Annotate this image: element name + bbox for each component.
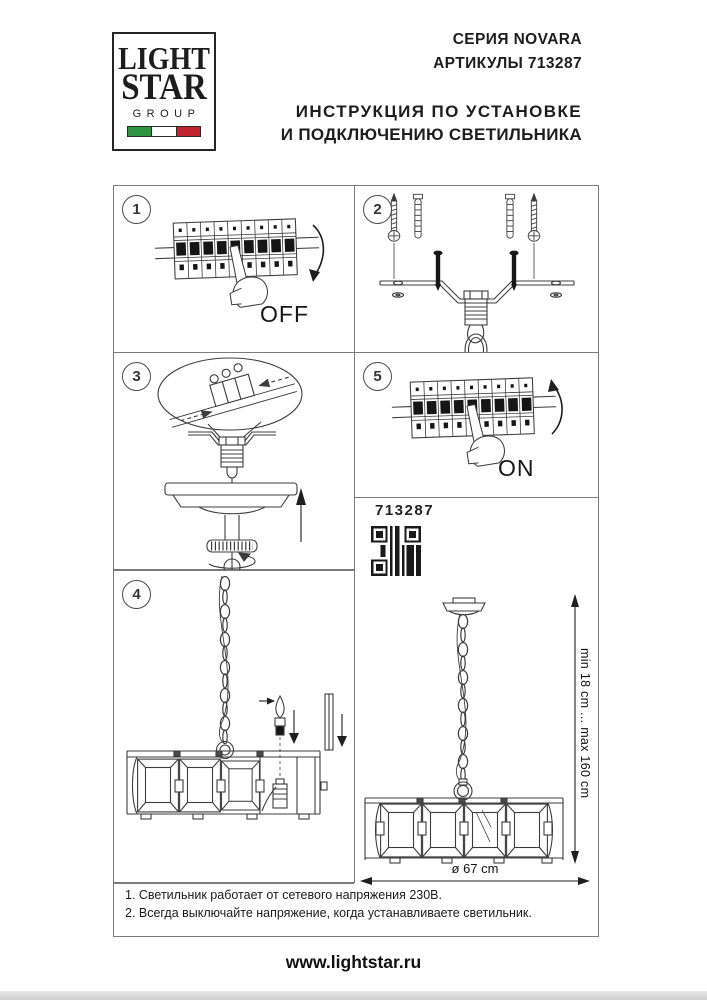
step-2-badge: 2 [363, 195, 392, 224]
drum-shade-icon [365, 798, 563, 863]
threaded-nipple-icon [464, 291, 488, 325]
on-label: ON [498, 455, 535, 481]
socket-icon [262, 779, 287, 811]
ceiling-canopy-icon [443, 598, 485, 615]
drum-shade-icon [127, 751, 327, 819]
step-2-panel [354, 185, 599, 352]
up-arrow-icon [296, 488, 306, 542]
glass-panel-icon [325, 694, 333, 750]
article-title: АРТИКУЛЫ 713287 [433, 55, 582, 72]
glass-panel-arrow-icon [337, 714, 347, 747]
canopy-installation-illustration [113, 352, 354, 570]
italy-flag [127, 126, 201, 137]
step-4-panel [113, 570, 354, 883]
header-titles [281, 31, 582, 145]
chandelier-overview-illustration [354, 580, 599, 890]
step-3-panel [113, 352, 354, 570]
chain-icon [217, 576, 234, 759]
step-3-badge: 3 [122, 362, 151, 391]
flag-green-segment [128, 127, 151, 136]
height-dimension-label: min 18 cm ... max 160 cm [578, 648, 592, 799]
series-title: СЕРИЯ NOVARA [452, 31, 582, 48]
down-arrow-icon [289, 710, 299, 744]
bulb-insert-arrow-icon [259, 698, 275, 705]
step-5-badge: 5 [363, 362, 392, 391]
qr-panel [354, 497, 599, 580]
candle-bulb-icon [275, 696, 285, 778]
notes-block [125, 886, 532, 922]
qr-article-number: 713287 [375, 502, 435, 519]
scan-edge-artifact [0, 991, 707, 1000]
curved-down-arrow-icon [309, 225, 323, 282]
diameter-dimension-line [360, 877, 590, 885]
lightstar-logo [112, 32, 216, 151]
website-url: www.lightstar.ru [285, 952, 422, 972]
qr-code [371, 526, 421, 576]
flag-white-segment [151, 127, 176, 136]
lamp-assembly-illustration [113, 570, 354, 883]
off-label: OFF [260, 301, 309, 327]
diameter-dimension-label: ø 67 cm [451, 861, 499, 876]
note-line-1: 1. Светильник работает от сетевого напряжения 230В. [125, 888, 442, 902]
logo-light-text: LIGHT [118, 41, 210, 77]
flag-red-segment [177, 127, 200, 136]
logo-star-text: STAR [121, 67, 207, 108]
terminal-block-detail-balloon [158, 352, 302, 445]
ceiling-canopy-icon [165, 483, 297, 514]
chain-icon [454, 614, 472, 800]
decorative-nut-icon [207, 515, 257, 570]
chain-link-icon [465, 325, 487, 352]
step-5-panel [354, 352, 599, 497]
logo-group-text: GROUP [132, 107, 201, 120]
note-line-2: 2. Всегда выключайте напряжение, когда устанавливаете светильник. [125, 906, 532, 920]
step-1-panel [113, 185, 354, 352]
chandelier-overview-panel [354, 580, 599, 890]
side-finial-icon [321, 782, 327, 790]
step-1-badge: 1 [122, 195, 151, 224]
bracket-and-stem-icon [188, 432, 276, 486]
step-4-badge: 4 [122, 580, 151, 609]
instruction-title-line1: ИНСТРУКЦИЯ ПО УСТАНОВКЕ [295, 102, 582, 121]
instruction-title-line2: И ПОДКЛЮЧЕНИЮ СВЕТИЛЬНИКА [280, 125, 582, 144]
